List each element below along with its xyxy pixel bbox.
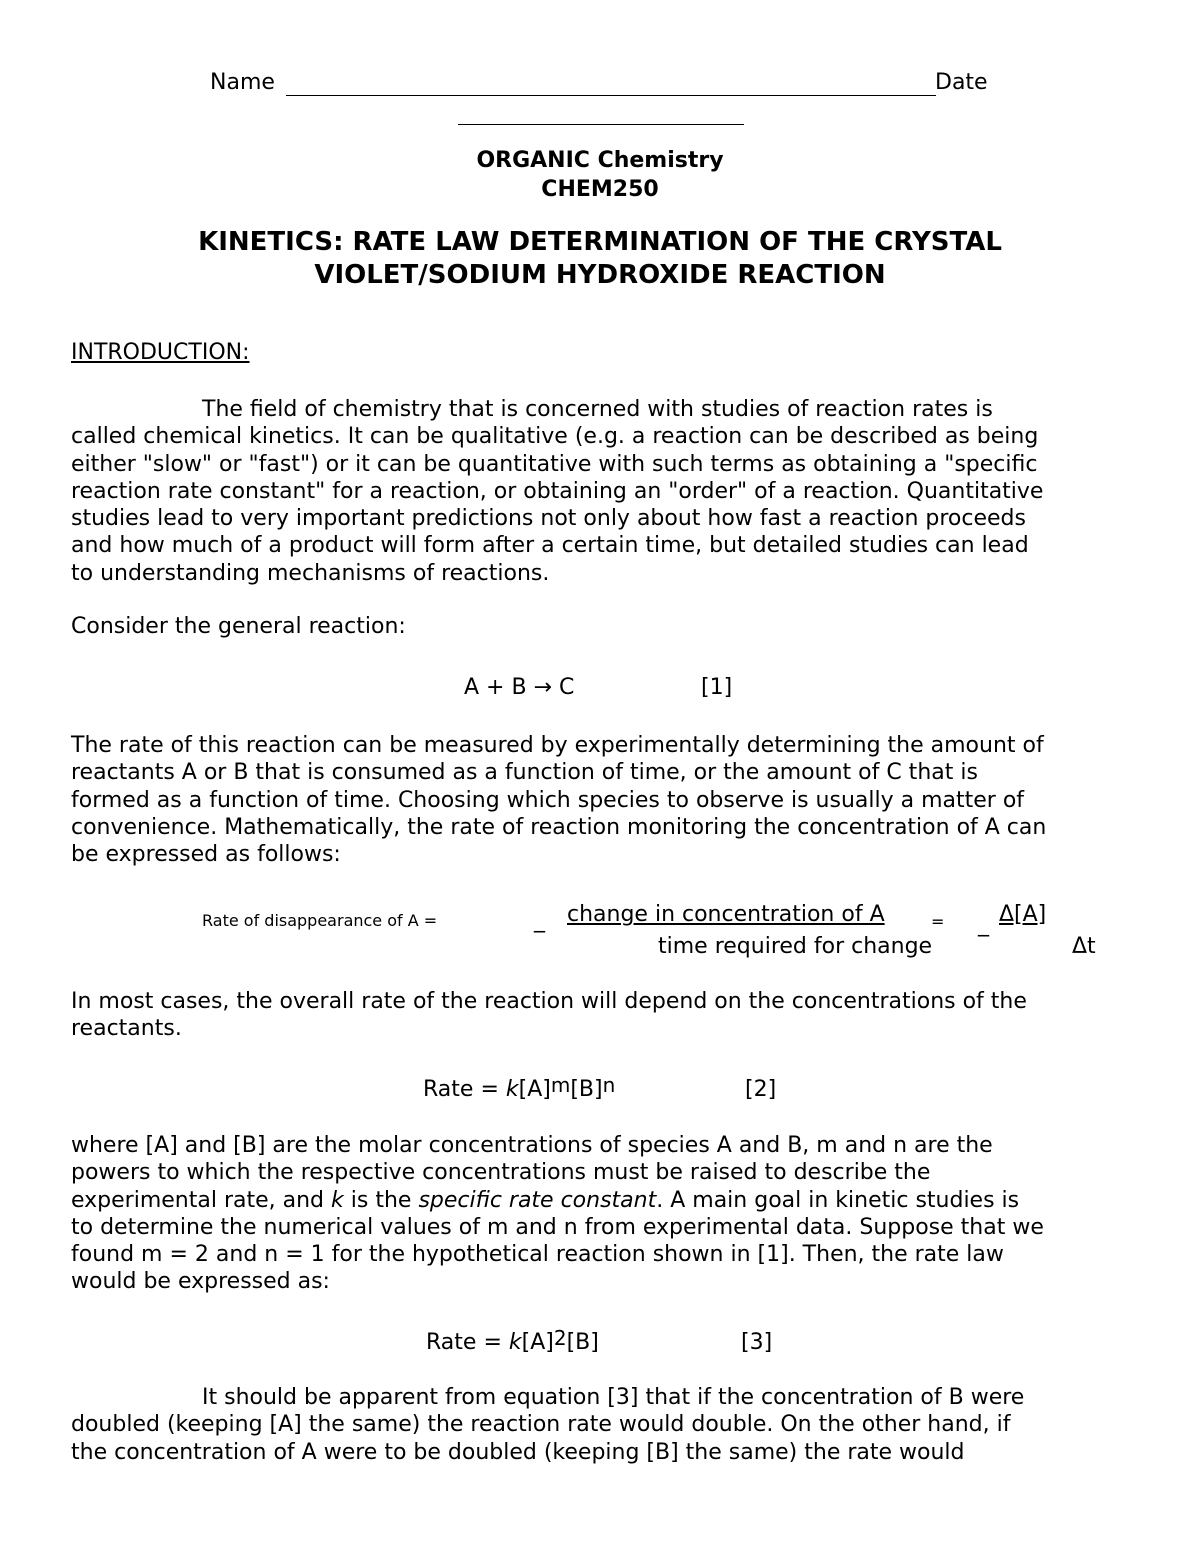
equation-2	[423, 1073, 616, 1102]
paragraph-line	[71, 1187, 1136, 1214]
paragraph-line: convenience. Mathematically, the rate of reaction monitoring the concentration of A can	[71, 814, 1047, 840]
equation-3-a: [A]	[521, 1330, 554, 1355]
paragraph-line: to determine the numerical values of m and n from experimental data. Suppose that we	[71, 1214, 1044, 1240]
name-date-row	[210, 70, 992, 98]
equation-3	[426, 1326, 599, 1355]
name-label: Name	[210, 70, 275, 95]
equation-3-prefix: Rate =	[426, 1330, 509, 1355]
paragraph-line: either "slow" or "fast") or it can be quantitative with such terms as obtaining a "specific	[71, 451, 1038, 477]
paragraph-line: The rate of this reaction can be measured by experimentally determining the amount of	[71, 733, 1044, 758]
equation-3-k: k	[508, 1330, 522, 1355]
name-blank-line	[286, 95, 936, 96]
paragraph-line: and how much of a product will form after a certain time, but detailed studies can lead	[71, 533, 1029, 559]
paragraph-line: Consider the general reaction:	[71, 614, 406, 639]
paragraph-line: studies lead to very important predictions not only about how fast a reaction proceeds	[71, 506, 1026, 532]
intro-paragraph-6	[71, 1384, 1136, 1466]
emphasis-specific-rate-constant: specific rate constant	[418, 1187, 657, 1213]
paragraph-line: to understanding mechanisms of reactions.	[71, 560, 550, 586]
rate-equation-minus-2: _	[978, 912, 989, 937]
intro-paragraph-4	[71, 988, 1136, 1043]
paragraph-line: reaction rate constant" for a reaction, or obtaining an "order" of a reaction. Quantitative	[71, 478, 1044, 504]
equation-3-b: [B]	[566, 1330, 599, 1355]
equation-3-exponent: 2	[553, 1326, 567, 1350]
equation-1: A + B → C	[464, 675, 575, 700]
rate-equation-label: Rate of disappearance of A =	[202, 911, 438, 930]
rate-equation-delta-numerator: Δ[A]	[999, 902, 1047, 927]
rate-equation-denominator: time required for change	[658, 934, 933, 959]
paragraph-line: where [A] and [B] are the molar concentrations of species A and B, m and n are the	[71, 1133, 993, 1158]
paragraph-line: the concentration of A were to be doubled (keeping [B] the same) the rate would	[71, 1439, 965, 1465]
paragraph-line: would be expressed as:	[71, 1269, 330, 1295]
paragraph-line: doubled (keeping [A] the same) the reaction rate would double. On the other hand, if	[71, 1412, 1011, 1438]
equation-3-number: [3]	[741, 1330, 773, 1355]
rate-equation-delta-denominator: Δt	[1072, 934, 1096, 959]
equation-2-exponent-n: n	[602, 1073, 616, 1097]
paragraph-line: reactants.	[71, 1016, 182, 1042]
document-title-line-1: KINETICS: RATE LAW DETERMINATION OF THE CRYSTAL	[198, 227, 1002, 257]
paragraph-line: found m = 2 and n = 1 for the hypothetical reaction shown in [1]. Then, the rate law	[71, 1242, 1004, 1268]
course-code: CHEM250	[541, 177, 659, 202]
paragraph-line: It should be apparent from equation [3] that if the concentration of B were	[202, 1385, 1025, 1410]
paragraph-line: formed as a function of time. Choosing which species to observe is usually a matter of	[71, 787, 1025, 813]
equation-1-number: [1]	[701, 675, 733, 700]
paragraph-line: be expressed as follows:	[71, 842, 341, 868]
rate-equation-numerator: change in concentration of A	[567, 902, 885, 927]
paragraph-line: called chemical kinetics. It can be qualitative (e.g. a reaction can be described as being	[71, 424, 1039, 450]
rate-equation-minus-1: _	[534, 908, 545, 933]
intro-paragraph-3	[71, 732, 1136, 868]
equation-2-exponent-m: m	[550, 1073, 571, 1097]
paragraph-text: is the	[343, 1187, 419, 1213]
date-label: Date	[935, 70, 988, 95]
equation-2-b: [B]	[570, 1077, 603, 1102]
paragraph-line: In most cases, the overall rate of the reaction will depend on the concentrations of the	[71, 989, 1027, 1014]
paragraph-text: experimental rate, and	[71, 1187, 332, 1213]
course-title: ORGANIC Chemistry	[476, 148, 724, 173]
intro-paragraph-5	[71, 1132, 1136, 1296]
section-heading-introduction: INTRODUCTION:	[71, 340, 250, 365]
paragraph-line: The field of chemistry that is concerned with studies of reaction rates is	[202, 397, 993, 422]
paragraph-line: reactants A or B that is consumed as a function of time, or the amount of C that is	[71, 760, 978, 786]
date-blank-line	[458, 124, 744, 125]
paragraph-text: . A main goal in kinetic studies is	[656, 1187, 1020, 1213]
equation-2-k: k	[505, 1077, 519, 1102]
document-title-line-2: VIOLET/SODIUM HYDROXIDE REACTION	[314, 260, 886, 290]
intro-paragraph-2	[71, 613, 1136, 640]
equation-2-prefix: Rate =	[423, 1077, 506, 1102]
rate-constant-symbol: k	[331, 1187, 344, 1213]
paragraph-line: powers to which the respective concentrations must be raised to describe the	[71, 1160, 931, 1186]
intro-paragraph-1	[71, 396, 1136, 587]
equation-2-number: [2]	[745, 1077, 777, 1102]
rate-equation-equals: =	[931, 912, 945, 931]
equation-2-a: [A]	[518, 1077, 551, 1102]
